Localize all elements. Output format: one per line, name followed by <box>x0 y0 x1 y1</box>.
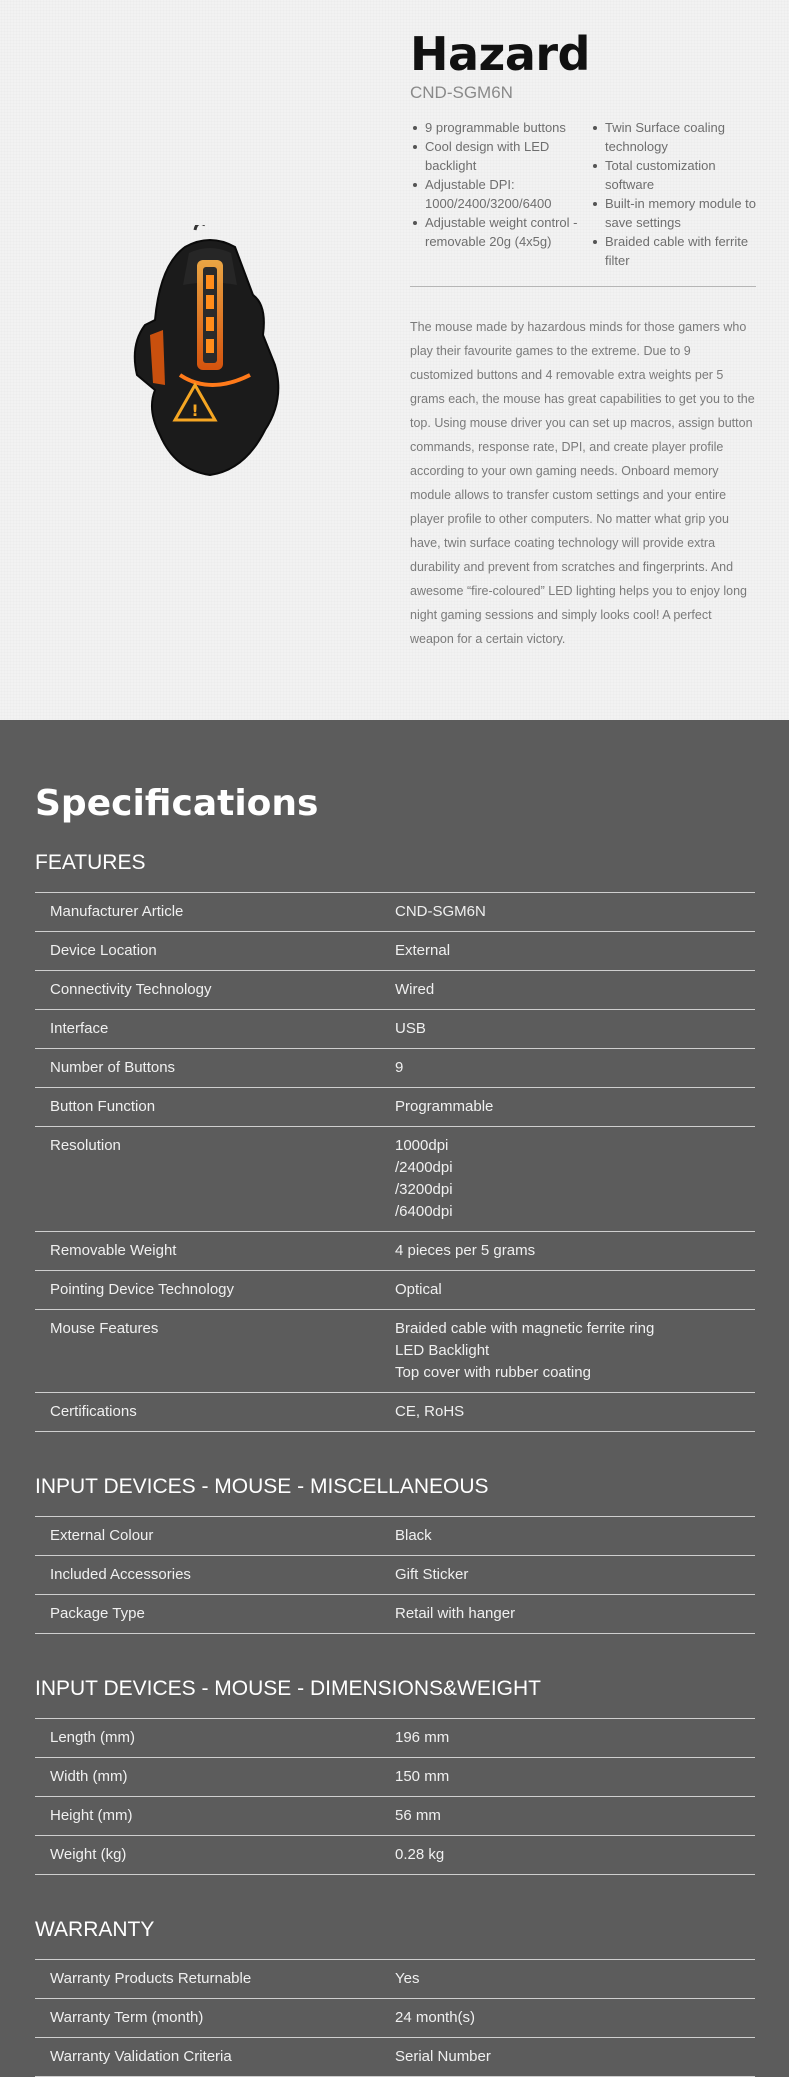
spec-value-line: /3200dpi <box>395 1181 453 1198</box>
spec-row <box>35 2038 755 2077</box>
spec-table <box>35 1959 755 2077</box>
spec-value <box>395 1525 755 1547</box>
spec-value-line: 56 mm <box>395 1807 441 1824</box>
spec-value-line: Programmable <box>395 1098 494 1115</box>
spec-value <box>395 1240 755 1262</box>
spec-value <box>395 1135 755 1223</box>
spec-row <box>35 971 755 1010</box>
product-model: CND-SGM6N <box>410 83 513 102</box>
spec-key: Warranty Validation Criteria <box>50 2048 232 2065</box>
spec-value-line: Retail with hanger <box>395 1605 516 1622</box>
spec-key: Connectivity Technology <box>50 981 212 998</box>
spec-row <box>35 1088 755 1127</box>
spec-key: Removable Weight <box>50 1242 177 1259</box>
feature-bullet: 9 programmable buttons <box>410 118 590 137</box>
spec-value-line: CE, RoHS <box>395 1403 465 1420</box>
feature-bullet: Braided cable with ferrite filter <box>590 232 756 270</box>
spec-table <box>35 1718 755 1875</box>
spec-section <box>35 1676 755 1875</box>
spec-value-line: Gift Sticker <box>395 1566 469 1583</box>
spec-value-line: External <box>395 942 451 959</box>
spec-value <box>395 1727 755 1749</box>
spec-row <box>35 1232 755 1271</box>
spec-value-line: Yes <box>395 1970 420 1987</box>
feature-list-left <box>410 118 590 270</box>
specifications <box>35 720 755 2077</box>
spec-value-line: 1000dpi <box>395 1137 449 1154</box>
spec-section-title: FEATURES <box>35 851 146 874</box>
spec-key: Width (mm) <box>50 1768 128 1785</box>
spec-key: Resolution <box>50 1137 121 1154</box>
spec-value-line: 24 month(s) <box>395 2009 476 2026</box>
spec-value-line: 4 pieces per 5 grams <box>395 1242 536 1259</box>
feature-bullet: Adjustable weight control - removable 20g (4x5g) <box>410 213 590 251</box>
feature-bullet: Total customization software <box>590 156 756 194</box>
spec-value-line: 150 mm <box>395 1768 450 1785</box>
spec-value-line: CND-SGM6N <box>395 903 486 920</box>
spec-row <box>35 1797 755 1836</box>
spec-key: Weight (kg) <box>50 1846 127 1863</box>
spec-row <box>35 1556 755 1595</box>
spec-key: Included Accessories <box>50 1566 191 1583</box>
spec-row <box>35 1999 755 2038</box>
spec-value <box>395 1401 755 1423</box>
spec-row <box>35 932 755 971</box>
spec-value-line: /6400dpi <box>395 1203 453 1220</box>
spec-key: Device Location <box>50 942 157 959</box>
spec-value <box>395 1318 755 1384</box>
spec-value <box>395 1968 755 1990</box>
spec-table <box>35 1516 755 1634</box>
spec-row <box>35 1959 755 1999</box>
divider <box>410 286 756 287</box>
spec-row <box>35 1049 755 1088</box>
spec-row <box>35 1310 755 1393</box>
feature-bullet: Built-in memory module to save settings <box>590 194 756 232</box>
spec-value-line: 9 <box>395 1059 404 1076</box>
gaming-mouse-image <box>125 225 295 485</box>
spec-value <box>395 1096 755 1118</box>
spec-key: Mouse Features <box>50 1320 159 1337</box>
spec-value-line: Optical <box>395 1281 442 1298</box>
spec-value-line: /2400dpi <box>395 1159 453 1176</box>
spec-row <box>35 1516 755 1556</box>
spec-value <box>395 1564 755 1586</box>
spec-key: Manufacturer Article <box>50 903 184 920</box>
spec-value-line: Serial Number <box>395 2048 491 2065</box>
spec-value-line: 196 mm <box>395 1729 450 1746</box>
spec-table <box>35 892 755 1432</box>
product-hero <box>0 0 789 720</box>
feature-bullets <box>410 118 756 270</box>
spec-key: Number of Buttons <box>50 1059 176 1076</box>
spec-key: Certifications <box>50 1403 137 1420</box>
spec-section <box>35 1917 755 2077</box>
spec-row <box>35 1271 755 1310</box>
spec-key: Pointing Device Technology <box>50 1281 235 1298</box>
spec-value <box>395 1057 755 1079</box>
spec-value-line: LED Backlight <box>395 1342 490 1359</box>
spec-section <box>35 850 755 1432</box>
spec-value-line: Braided cable with magnetic ferrite ring <box>395 1320 655 1337</box>
feature-bullet: Twin Surface coaling technology <box>590 118 756 156</box>
specifications-title: Specifications <box>35 783 319 824</box>
product-description: The mouse made by hazardous minds for those gamers who play their favourite games to the extreme. Due to 9 customized buttons and 4 removable extra weights per 5 grams each, the mouse has great capabilities to get you to the top. Using mouse driver you can set up macros, assign button commands, response rate, DPI, and create player profile according to your own gaming needs. Onboard memory module allows to transfer custom settings and your entire player profile to other computers. No matter what grip you have, twin surface coating technology will provide extra durability and prevent from scratches and fingerprints. And awesome “fire-coloured” LED lighting helps you to enjoy long night gaming sessions and simply looks cool! A perfect weapon for a certain victory. <box>410 320 755 646</box>
spec-section-title: INPUT DEVICES - MOUSE - DIMENSIONS&WEIGHT <box>35 1677 541 1700</box>
spec-row <box>35 1010 755 1049</box>
spec-key: Package Type <box>50 1605 145 1622</box>
spec-value <box>395 1279 755 1301</box>
spec-value-line: 0.28 kg <box>395 1846 445 1863</box>
spec-value <box>395 1018 755 1040</box>
spec-key: Height (mm) <box>50 1807 133 1824</box>
feature-list-right <box>590 118 756 270</box>
spec-key: Interface <box>50 1020 109 1037</box>
spec-row <box>35 1758 755 1797</box>
product-title: Hazard <box>410 27 590 81</box>
spec-section-title: INPUT DEVICES - MOUSE - MISCELLANEOUS <box>35 1475 489 1498</box>
spec-row <box>35 892 755 932</box>
spec-key: Warranty Products Returnable <box>50 1970 252 1987</box>
product-info <box>410 26 756 651</box>
spec-row <box>35 1393 755 1432</box>
spec-value-line: USB <box>395 1020 426 1037</box>
spec-value-line: Top cover with rubber coating <box>395 1364 591 1381</box>
spec-value <box>395 901 755 923</box>
spec-row <box>35 1127 755 1232</box>
spec-value <box>395 1603 755 1625</box>
spec-section <box>35 1474 755 1634</box>
svg-text:!: ! <box>191 401 199 420</box>
spec-row <box>35 1718 755 1758</box>
spec-key: Warranty Term (month) <box>50 2009 204 2026</box>
spec-row <box>35 1595 755 1634</box>
spec-value <box>395 2007 755 2029</box>
spec-key: Button Function <box>50 1098 156 1115</box>
feature-bullet: Cool design with LED backlight <box>410 137 590 175</box>
spec-section-title: WARRANTY <box>35 1918 155 1941</box>
spec-value-line: Wired <box>395 981 435 998</box>
spec-value <box>395 1805 755 1827</box>
spec-value <box>395 1766 755 1788</box>
spec-key: Length (mm) <box>50 1729 136 1746</box>
spec-value <box>395 940 755 962</box>
feature-bullet: Adjustable DPI: 1000/2400/3200/6400 <box>410 175 590 213</box>
spec-value <box>395 1844 755 1866</box>
spec-value-line: Black <box>395 1527 432 1544</box>
spec-row <box>35 1836 755 1875</box>
spec-value <box>395 2046 755 2068</box>
spec-value <box>395 979 755 1001</box>
spec-key: External Colour <box>50 1527 154 1544</box>
